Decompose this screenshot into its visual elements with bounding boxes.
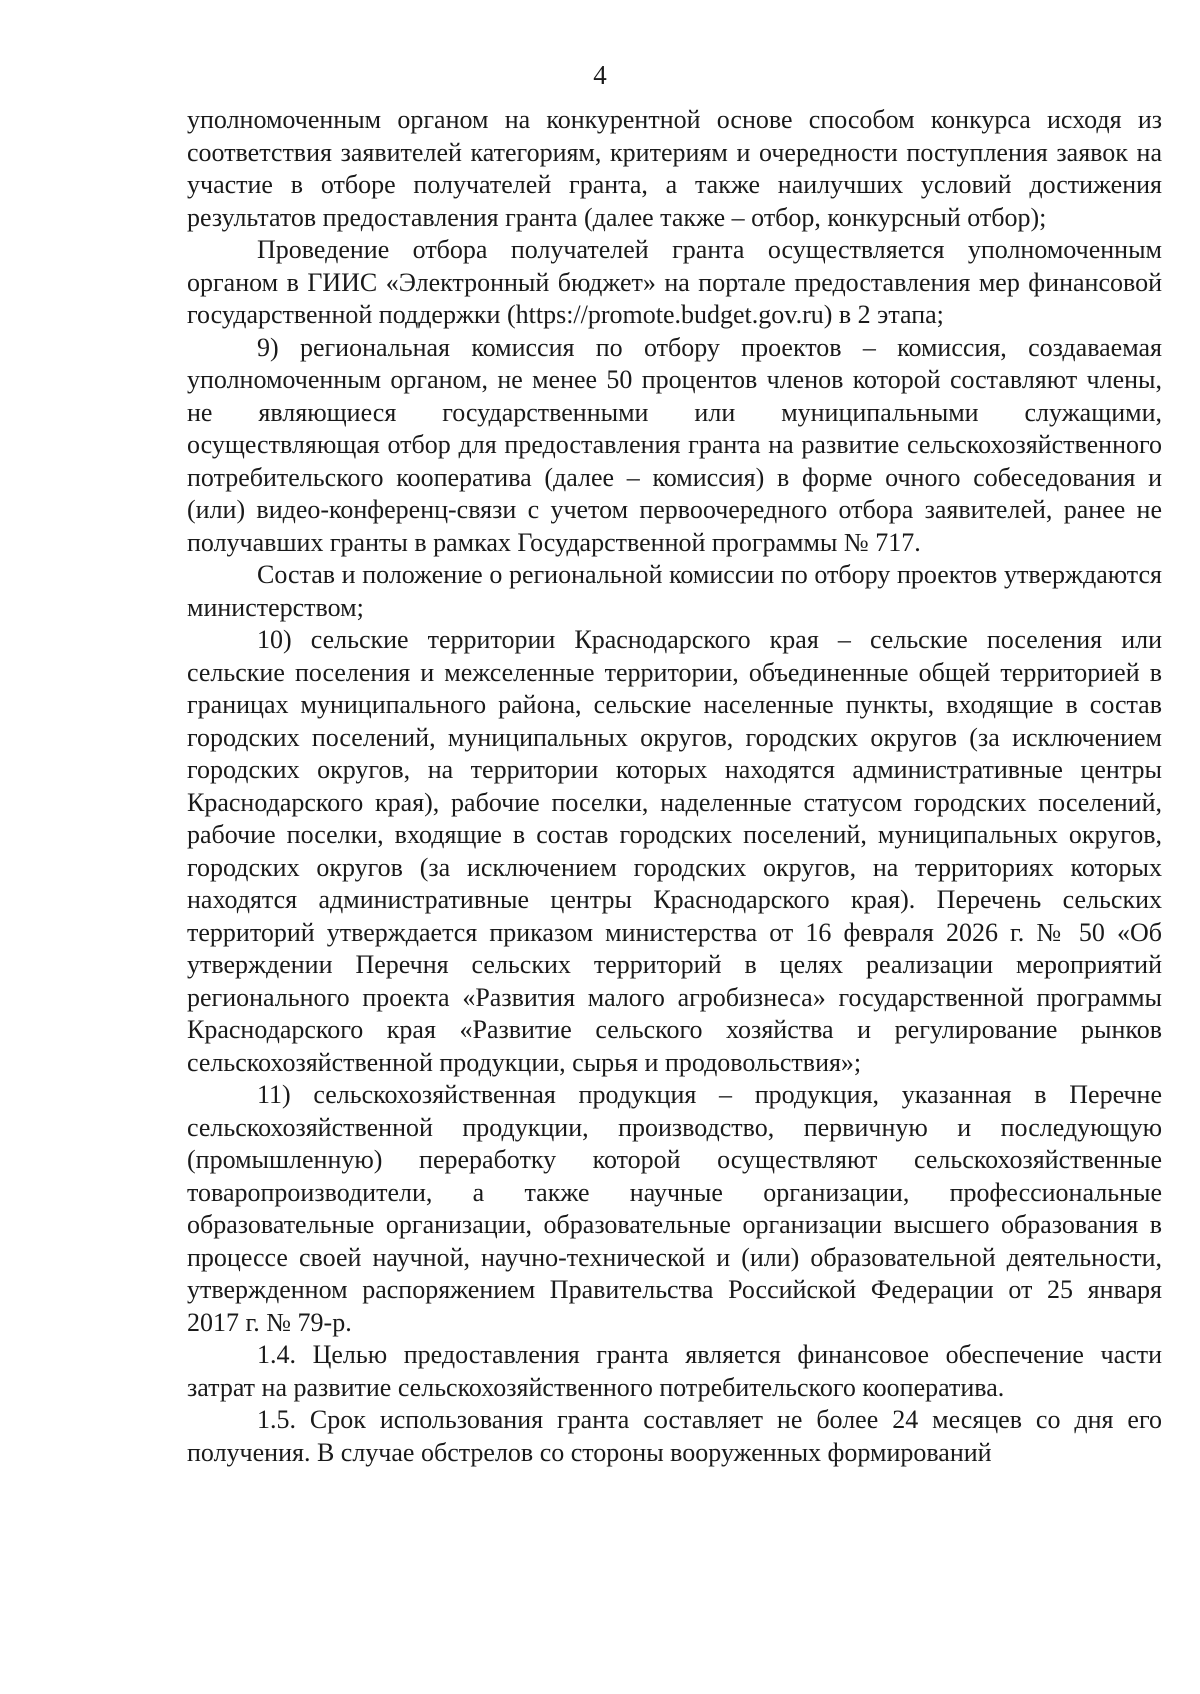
- paragraph-commission-composition: Состав и положение о региональной комиссии по отбору проектов утверждаются министерством;: [187, 560, 1162, 622]
- document-body: [187, 104, 1162, 1469]
- paragraph-item-10-rural-territories: 10) сельские территории Краснодарского края – сельские поселения или сельские поселения и межселенные территории, объединенные общей территорией в границах муниципального района, сельские населенные пункты, входящие в состав городских поселений, муниципальных округов, городских округов (за исключением городских округов, на территории которых находятся административные центры Краснодарского края), рабочие поселки, наделенные статусом городских поселений, рабочие поселки, входящие в состав городских поселений, муниципальных округов, городских округов (за исключением городских округов, на территориях которых находятся административные центры Краснодарского края). Перечень сельских территорий утверждается приказом министерства от 16 февраля 2026 г. № 50 «Об утверждении Перечня сельских территорий в целях реализации мероприятий регионального проекта «Развития малого агробизнеса» государственной программы Краснодарского края «Развитие сельского хозяйства и регулирование рынков сельскохозяйственной продукции, сырья и продовольствия»;: [187, 625, 1162, 1077]
- paragraph-section-1-4-grant-purpose: 1.4. Целью предоставления гранта является финансовое обеспечение части затрат на развитие сельскохозяйственного потребительского кооператива.: [187, 1340, 1162, 1402]
- paragraph-selection-procedure: Проведение отбора получателей гранта осуществляется уполномоченным органом в ГИИС «Электронный бюджет» на портале предоставления мер финансовой государственной поддержки (https://promote.budget.gov.ru) в 2 этапа;: [187, 235, 1162, 329]
- paragraph-selection-method-continued: уполномоченным органом на конкурентной основе способом конкурса исходя из соответствия заявителей категориям, критериям и очередности поступления заявок на участие в отборе получателей гранта, а также наилучших условий достижения результатов предоставления гранта (далее также – отбор, конкурсный отбор);: [187, 105, 1162, 232]
- paragraph-item-11-agricultural-products: 11) сельскохозяйственная продукция – продукция, указанная в Перечне сельскохозяйственной продукции, производство, первичную и последующую (промышленную) переработку которой осуществляют сельскохозяйственные товаропроизводители, а также научные организации, профессиональные образовательные организации, образовательные организации высшего образования в процессе своей научной, научно-технической и (или) образовательной деятельности, утвержденном распоряжением Правительства Российской Федерации от 25 января 2017 г. № 79-р.: [187, 1080, 1162, 1337]
- paragraph-item-9-regional-commission: 9) региональная комиссия по отбору проектов – комиссия, создаваемая уполномоченным органом, не менее 50 процентов членов которой составляют члены, не являющиеся государственными или муниципальными служащими, осуществляющая отбор для предоставления гранта на развитие сельскохозяйственного потребительского кооператива (далее – комиссия) в форме очного собеседования и (или) видео-конференц-связи с учетом первоочередного отбора заявителей, ранее не получавших гранты в рамках Государственной программы № 717.: [187, 332, 1162, 557]
- page-number: 4: [593, 60, 607, 90]
- paragraph-section-1-5-grant-term: 1.5. Срок использования гранта составляет не более 24 месяцев со дня его получения. В случае обстрелов со стороны вооруженных формирований: [187, 1405, 1162, 1467]
